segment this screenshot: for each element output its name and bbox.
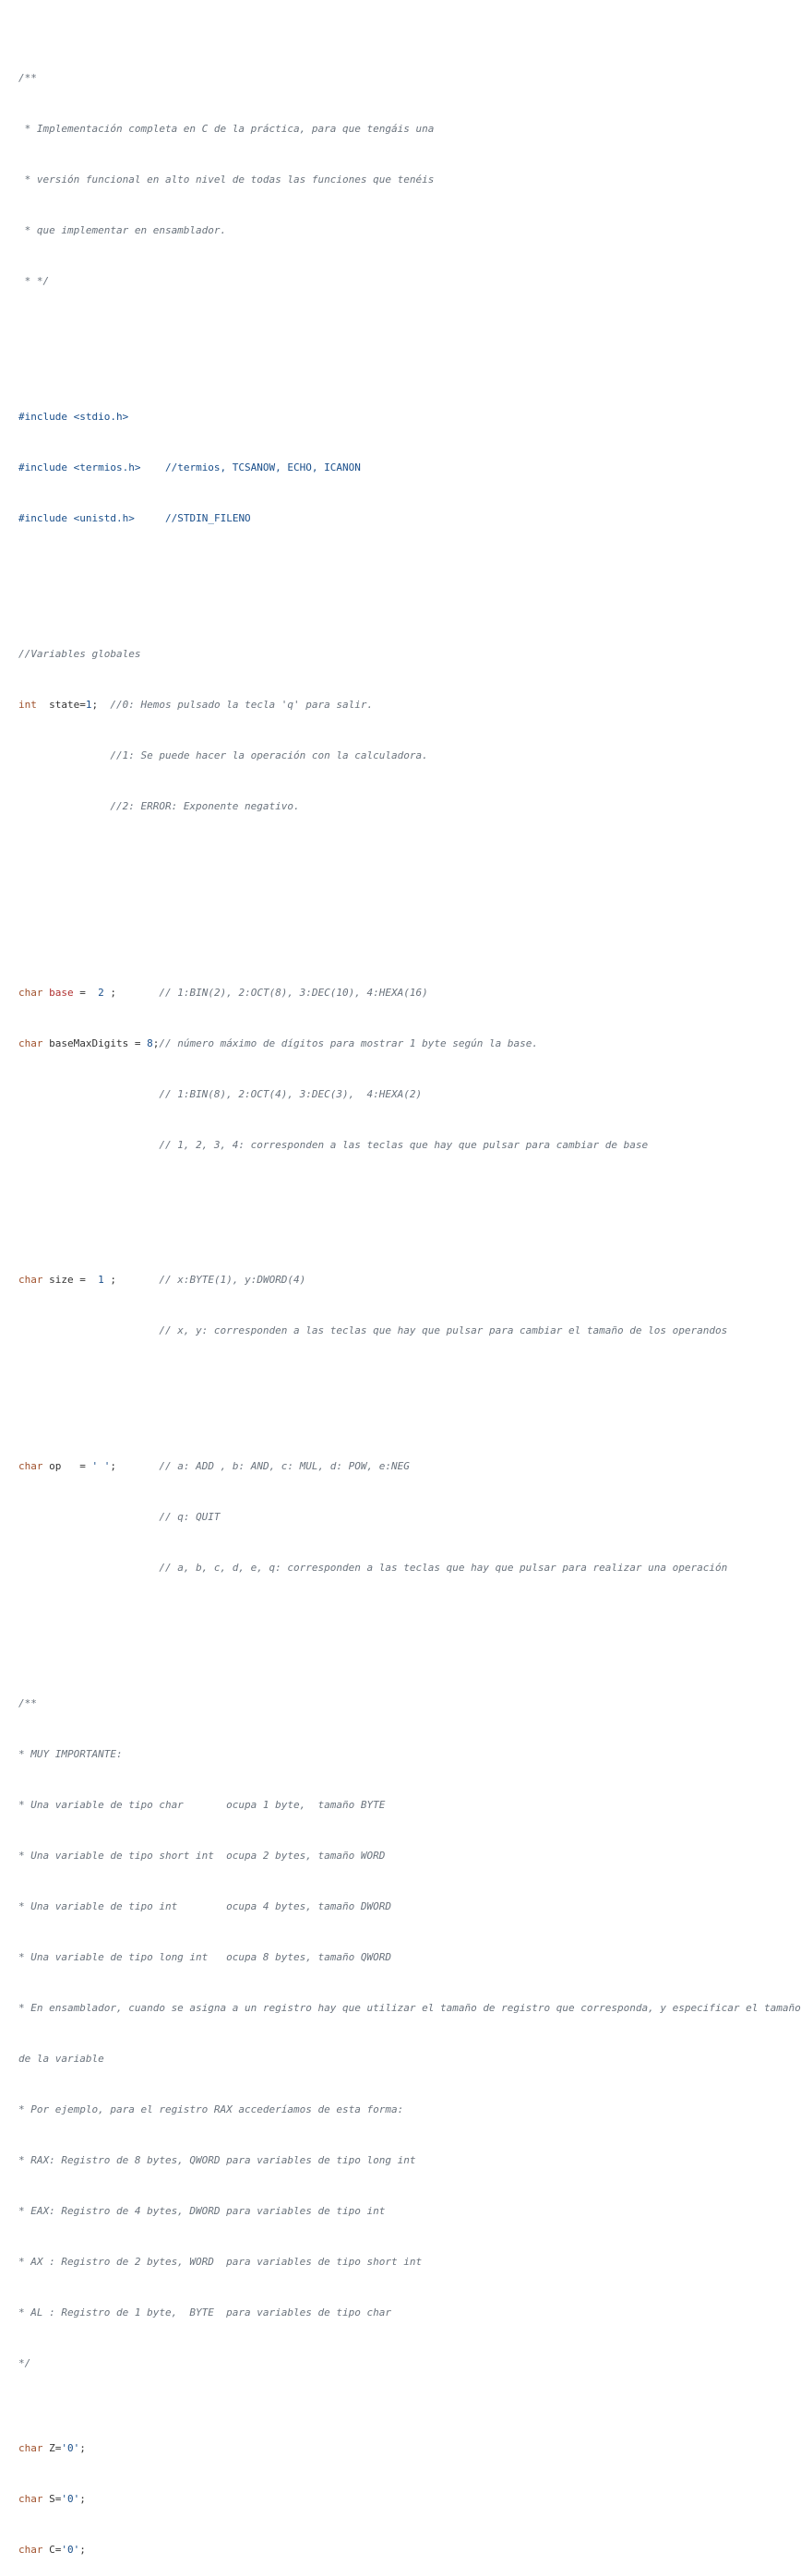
- blank-line: [18, 561, 801, 578]
- code-line-flag-decl: char S='0';: [18, 2493, 86, 2506]
- blank-line: [18, 324, 801, 341]
- variable-value: 1: [98, 1274, 104, 1287]
- include-directive: #include <stdio.h>: [18, 410, 129, 423]
- code-line-block-comment: * Una variable de tipo char ocupa 1 byte, tamaño BYTE: [18, 1799, 386, 1812]
- code-line-base-decl: char base = 2 ; // 1:BIN(2), 2:OCT(8), 3:DEC(10), 4:HEXA(16): [18, 986, 428, 999]
- type-keyword: char: [18, 1036, 43, 1049]
- code-line-block-comment: /**: [18, 1697, 37, 1710]
- code-line-doc-comment: * Implementación completa en C de la práctica, para que tengáis una: [18, 123, 435, 136]
- blank-line: [18, 1611, 801, 1627]
- variable-name: baseMaxDigits: [49, 1036, 129, 1049]
- blank-line: [18, 849, 801, 866]
- inline-comment: // x, y: corresponden a las teclas que hay que pulsar para cambiar el tamaño de los operandos: [159, 1324, 728, 1337]
- inline-comment: // 1:BIN(8), 2:OCT(4), 3:DEC(3), 4:HEXA(2): [159, 1087, 423, 1100]
- blank-line: [18, 1374, 801, 1391]
- code-line-flag-decl: char Z='0';: [18, 2442, 86, 2455]
- type-keyword: char: [18, 2544, 43, 2557]
- code-line-state-decl: int state=1; //0: Hemos pulsado la tecla 'q' para salir.: [18, 698, 374, 711]
- variable-value: '0': [61, 2544, 80, 2557]
- code-line-block-comment: * Por ejemplo, para el registro RAX accederíamos de esta forma:: [18, 2103, 404, 2116]
- type-keyword: char: [18, 1274, 43, 1287]
- inline-comment: // x:BYTE(1), y:DWORD(4): [159, 1274, 306, 1287]
- code-line-doc-comment: /**: [18, 72, 37, 85]
- variable-name: state: [49, 698, 80, 711]
- code-line-include: [18, 409, 801, 425]
- code-line-globals-comment: //Variables globales: [18, 647, 141, 660]
- code-editor: [18, 19, 801, 2576]
- code-line-doc-comment: * */: [18, 275, 50, 288]
- code-line-block-comment: * EAX: Registro de 4 bytes, DWORD para variables de tipo int: [18, 2205, 386, 2218]
- code-line-comment: [18, 1560, 801, 1576]
- inline-comment: // a: ADD , b: AND, c: MUL, d: POW, e:NEG: [159, 1460, 410, 1473]
- inline-comment: // 1:BIN(2), 2:OCT(8), 3:DEC(10), 4:HEXA(16): [159, 986, 428, 999]
- code-line-size-decl: char size = 1 ; // x:BYTE(1), y:DWORD(4): [18, 1274, 306, 1287]
- code-line-comment: [18, 1323, 801, 1339]
- variable-value: 2: [98, 986, 104, 999]
- blank-line: [18, 1188, 801, 1204]
- inline-comment: //2: ERROR: Exponente negativo.: [110, 799, 300, 812]
- variable-value: '0': [61, 2442, 80, 2455]
- variable-name: base: [49, 986, 74, 999]
- include-comment: //STDIN_FILENO: [164, 511, 251, 524]
- variable-value: 1: [85, 698, 92, 711]
- inline-comment: //0: Hemos pulsado la tecla 'q' para salir.: [110, 698, 374, 711]
- variable-name: C: [49, 2544, 55, 2557]
- code-line-flag-decl: char C='0';: [18, 2544, 86, 2557]
- code-line-block-comment: * Una variable de tipo short int ocupa 2 bytes, tamaño WORD: [18, 1850, 386, 1863]
- code-line-comment: [18, 1137, 801, 1154]
- code-line-doc-comment: * versión funcional en alto nivel de todas las funciones que tenéis: [18, 174, 435, 186]
- type-keyword: char: [18, 1460, 43, 1473]
- include-directive: #include <termios.h>: [18, 461, 141, 473]
- inline-comment: //1: Se puede hacer la operación con la calculadora.: [110, 749, 428, 761]
- inline-comment: // número máximo de dígitos para mostrar 1 byte según la base.: [159, 1036, 538, 1049]
- inline-comment: // q: QUIT: [159, 1511, 221, 1524]
- inline-comment: // 1, 2, 3, 4: corresponden a las teclas que hay que pulsar para cambiar de base: [159, 1138, 649, 1151]
- code-line-block-comment: * MUY IMPORTANTE:: [18, 1748, 123, 1761]
- variable-value: '0': [61, 2493, 80, 2506]
- inline-comment: // a, b, c, d, e, q: corresponden a las teclas que hay que pulsar para realizar una operación: [159, 1562, 728, 1575]
- code-line-include: [18, 460, 801, 476]
- type-keyword: char: [18, 986, 43, 999]
- code-line-doc-comment: * que implementar en ensamblador.: [18, 224, 227, 237]
- code-line-block-comment: * Una variable de tipo long int ocupa 8 bytes, tamaño QWORD: [18, 1951, 391, 1964]
- code-line-block-comment: */: [18, 2357, 31, 2370]
- code-line-comment: [18, 798, 801, 815]
- code-line-block-comment: * Una variable de tipo int ocupa 4 bytes, tamaño DWORD: [18, 1900, 391, 1913]
- type-keyword: char: [18, 2442, 43, 2455]
- variable-value: 8: [147, 1036, 153, 1049]
- code-line-block-comment: * RAX: Registro de 8 bytes, QWORD para variables de tipo long int: [18, 2154, 416, 2167]
- code-line-block-comment: * En ensamblador, cuando se asigna a un registro hay que utilizar el tamaño de registro que corresponda, y especificar el tamaño: [18, 2002, 801, 2015]
- type-keyword: int: [18, 698, 37, 711]
- code-line-comment: [18, 1509, 801, 1526]
- code-line-op-decl: char op = ' '; // a: ADD , b: AND, c: MUL, d: POW, e:NEG: [18, 1460, 410, 1473]
- type-keyword: char: [18, 2493, 43, 2506]
- code-line-include: [18, 510, 801, 527]
- include-directive: #include <unistd.h>: [18, 511, 135, 524]
- code-line-block-comment: de la variable: [18, 2053, 104, 2066]
- code-line-comment: [18, 748, 801, 764]
- variable-name: S: [49, 2493, 55, 2506]
- code-line-block-comment: * AX : Registro de 2 bytes, WORD para variables de tipo short int: [18, 2256, 423, 2269]
- variable-name: op: [49, 1460, 62, 1473]
- variable-value: ' ': [91, 1460, 111, 1473]
- code-line-block-comment: * AL : Registro de 1 byte, BYTE para variables de tipo char: [18, 2306, 391, 2319]
- variable-name: Z: [49, 2442, 55, 2455]
- code-line-basemax-decl: char baseMaxDigits = 8;// número máximo de dígitos para mostrar 1 byte según la base.: [18, 1036, 538, 1049]
- code-line-comment: [18, 1086, 801, 1103]
- variable-name: size: [49, 1274, 74, 1287]
- blank-line: [18, 900, 801, 917]
- include-comment: //termios, TCSANOW, ECHO, ICANON: [164, 461, 361, 473]
